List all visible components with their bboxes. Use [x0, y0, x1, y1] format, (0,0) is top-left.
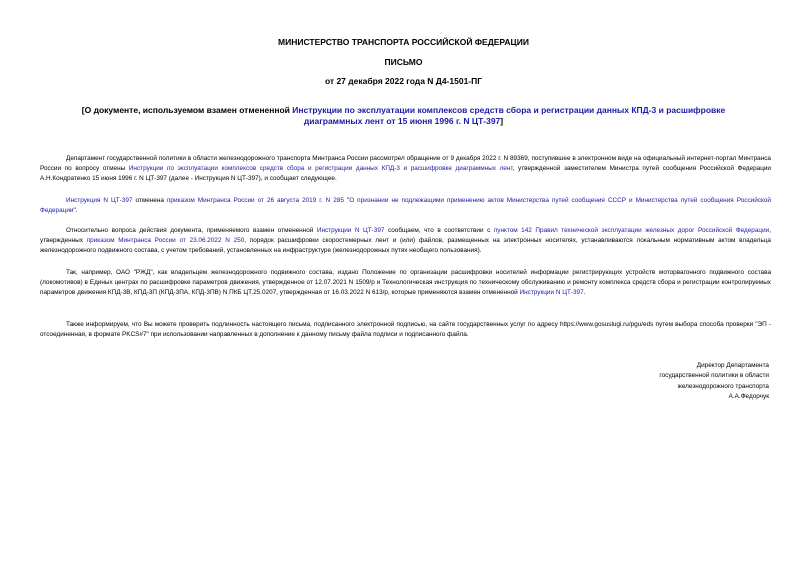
paragraph-4	[40, 268, 771, 298]
paragraph-1	[40, 154, 771, 184]
signature-department-area: железнодорожного транспорта	[677, 382, 769, 390]
signature-name: А.А.Федорчук	[728, 393, 769, 401]
order-250-link[interactable]: приказом Минтранса России от 23.06.2022 N 250	[86, 237, 245, 244]
paragraph-2	[40, 196, 771, 216]
signature-department: государственной политики в области	[659, 372, 769, 380]
subject-instruction-link[interactable]: Инструкции по эксплуатации комплексов средств сбора и регистрации данных КПД-3 и расшифровке диаграммных лент от 15 июня 1996 г. N ЦТ-397	[292, 105, 726, 126]
paragraph-text: .	[583, 289, 586, 296]
paragraph-text: , утвержденной заместителем Министра путей сообщения Российской Федерации А.Н.Кондратенко 15 июня 1996 г. N ЦТ-397 (далее - Инструкция N ЦТ-397), и сообщает следующее.	[40, 165, 771, 182]
paragraph-text: Так, например, ОАО "РЖД", как владельцем железнодорожного подвижного состава, издано Положение по организации расшифровки носителей информации регистрирующих устройств моторвагонного подвижного состава (локомотивов) в Единых центрах по расшифровке параметров движения, утвержденное от 12.07.2021 N 1509/р и Технологическая инструкция по техническому обслуживанию и ремонту комплекса средств сбора и регистрации контролируемых параметров движения КПД-3В, КПД-3П (КПД-3ПА, КПД-3ПВ) N ПКБ ЦТ.25.0207, утвержденная от 16.03.2022 N 613/р, которые применяются взамен отмененной	[40, 269, 771, 296]
instruction-ct397-link[interactable]: Инструкции N ЦТ-397	[519, 289, 584, 296]
order-title-link[interactable]: О признании не подлежащими применению актов Министерства путей сообщения СССР и Министерства путей сообщения Российской Федерации	[40, 197, 771, 214]
paragraph-text: Также информируем, что Вы можете проверить подлинность настоящего письма, подписанного электронной подписью, на сайте государственных услуг по адресу https://www.gosuslugi.ru/pgu/eds путем выбора способа проверки "ЭП - отсоединенная, в формате PKCS#7" при использовании направленных в дополнение к данному письму файла подписи и подписанного файла.	[40, 321, 771, 338]
paragraph-text: , утвержденных	[40, 227, 771, 244]
paragraph-3	[40, 226, 771, 256]
paragraph-text: Относительно вопроса действия документа, применяемого взамен отмененной	[66, 227, 317, 234]
order-285-link[interactable]: приказом Минтранса России от 26 августа 2019 г. N 285	[166, 197, 344, 204]
signature-block	[569, 361, 769, 403]
paragraph-text: , порядок расшифровки скоростемерных лент и (или) файлов, размещенных на электронных носителях, устанавливаются локальным нормативным актом владельца железнодорожного подвижного состава, с учетом требований, установленных на инфраструктуре (железнодорожных путях необщего пользования).	[40, 237, 771, 254]
paragraph-text: "	[343, 197, 350, 204]
paragraph-text: Департамент государственной политики в области железнодорожного транспорта Минтранса России рассмотрел обращение от 9 декабря 2022 г. N 89369, поступившее в электронном виде на официальный интернет-портал Минтранса России по вопросу отмены	[40, 155, 771, 172]
paragraph-text: отменена	[132, 197, 167, 204]
document-subject	[60, 105, 747, 127]
paragraph-5	[40, 320, 771, 340]
document-type-heading: ПИСЬМО	[384, 57, 423, 67]
instruction-link[interactable]: Инструкции по эксплуатации комплексов средств сбора и регистрации данных КПД-3 и расшифровке диаграммных лент	[128, 165, 513, 172]
date-number-heading: от 27 декабря 2022 года N Д4-1501-ПГ	[324, 76, 483, 86]
instruction-ct397-link[interactable]: Инструкции N ЦТ-397	[316, 227, 385, 234]
paragraph-text: сообщаем, что в соответствии с	[384, 227, 494, 234]
subject-suffix: ]	[500, 116, 504, 126]
ministry-heading: МИНИСТЕРСТВО ТРАНСПОРТА РОССИЙСКОЙ ФЕДЕРАЦИИ	[278, 37, 529, 47]
signature-title: Директор Департамента	[696, 362, 769, 369]
subject-prefix: [О документе, используемом взамен отмененной	[81, 105, 293, 115]
rules-point-142-link[interactable]: пунктом 142 Правил технической эксплуатации железных дорог Российской Федерации	[493, 227, 770, 234]
paragraph-text: ".	[73, 207, 78, 214]
instruction-ct397-link[interactable]: Инструкция N ЦТ-397	[66, 197, 133, 204]
